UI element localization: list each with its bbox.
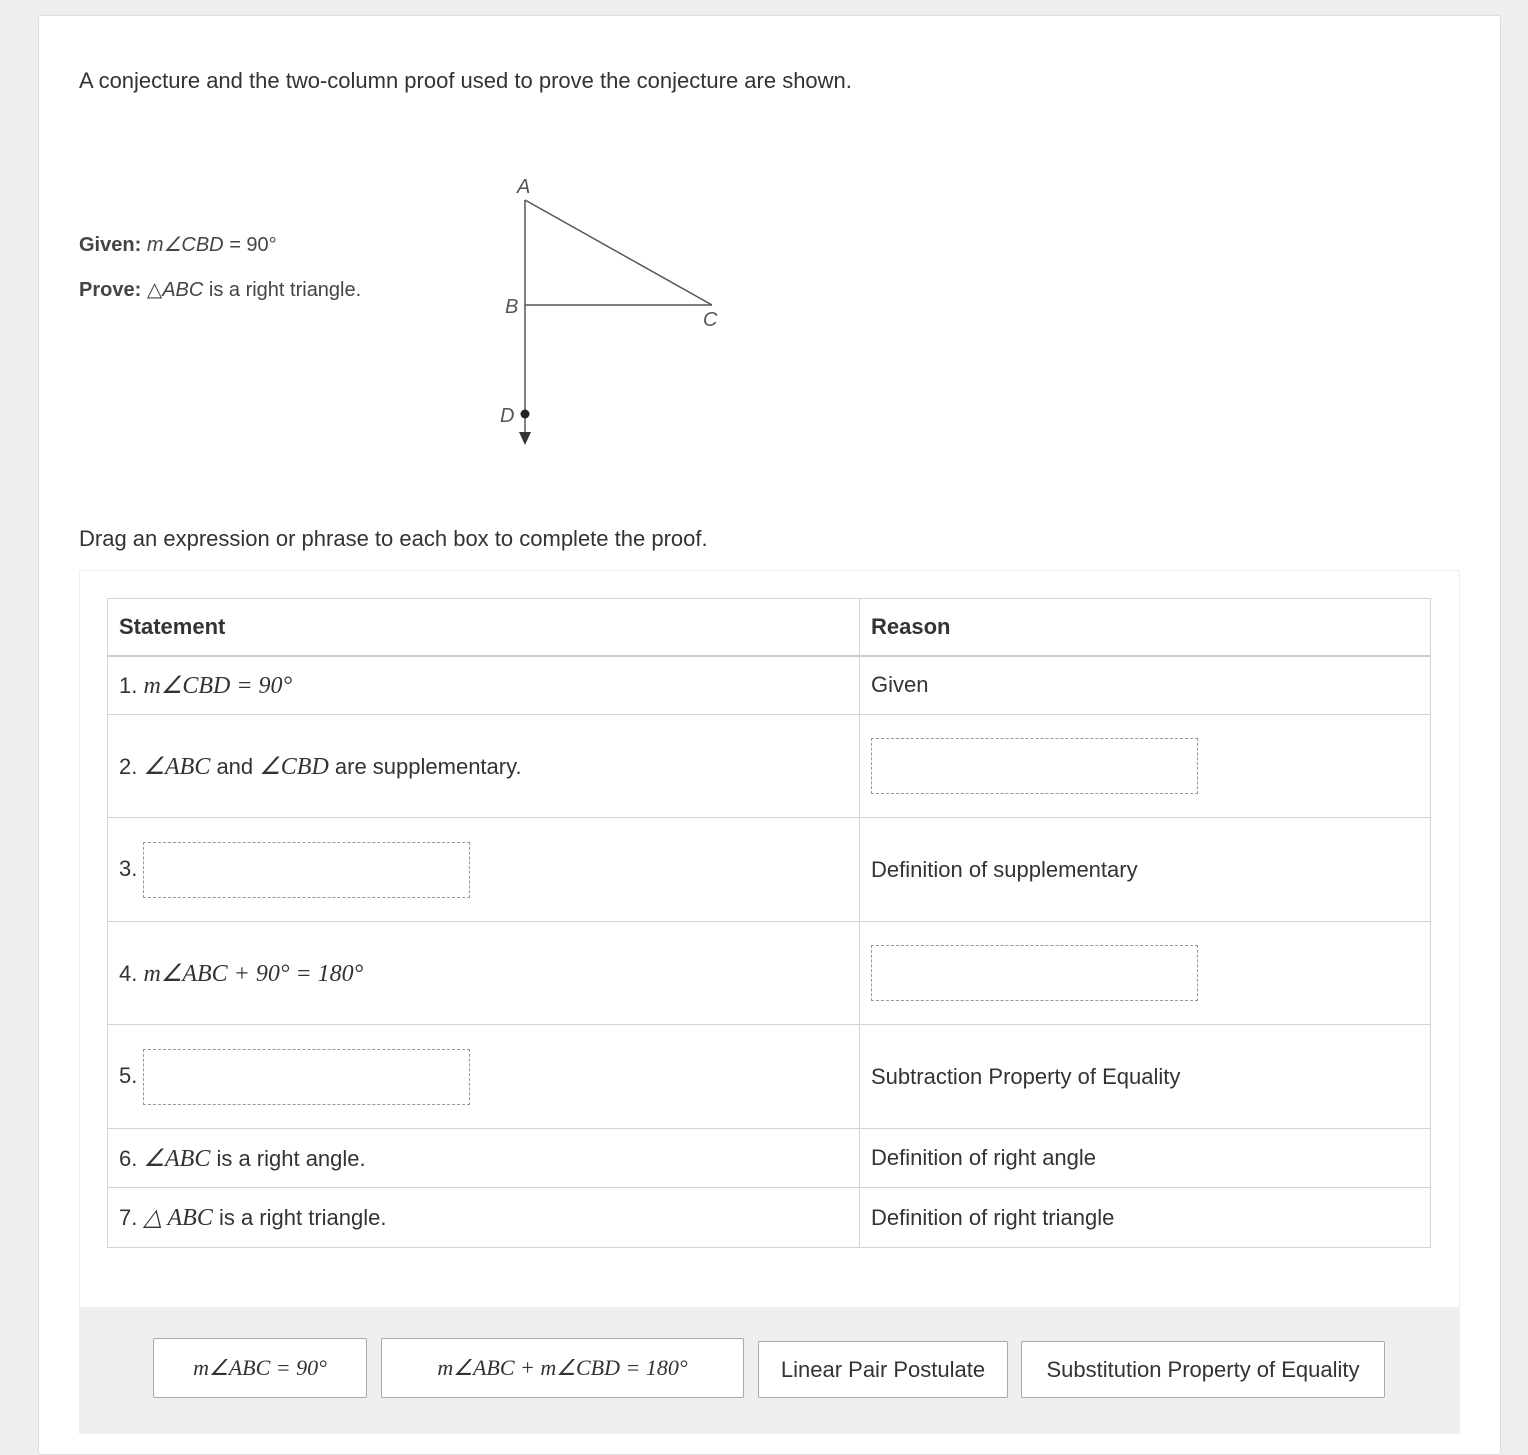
header-statement: Statement [108,599,860,656]
label-b: B [505,296,519,318]
statement-cell [108,922,860,1025]
table-row [108,818,1431,922]
instruction-text: Drag an expression or phrase to each box to complete the proof. [79,526,708,551]
step-number: 4. [119,960,138,986]
prove-rest: is a right triangle. [203,279,362,301]
given-expr: m∠CBD [146,234,224,256]
given-rest: = 90° [223,234,277,256]
reason-drop-zone-2[interactable] [871,738,1198,794]
label-a: A [517,176,531,198]
table-row [108,1025,1431,1129]
reason-cell: Definition of right triangle [860,1188,1431,1248]
statement-text: is a right triangle. [212,1205,387,1230]
statement-math: △ ABC [143,1205,213,1231]
statement-math: m∠ABC + 90° = 180° [143,960,364,987]
point-d [521,410,530,419]
prove-label: Prove: [79,279,142,301]
reason-cell: Given [860,656,1431,715]
option-chip[interactable]: m∠ABC + m∠CBD = 180° [381,1338,744,1398]
reason-cell [860,715,1431,818]
prove-text [79,277,361,302]
step-number: 6. [119,1145,138,1171]
table-row [108,1188,1431,1248]
statement-cell [108,818,860,922]
reason-cell [860,922,1431,1025]
intro-text: A conjecture and the two-column proof used to prove the conjecture are shown. [79,68,852,93]
prove-expr: ABC [162,279,204,301]
reason-cell: Definition of supplementary [860,818,1431,922]
proof-table [107,598,1431,1248]
table-row [108,922,1431,1025]
given-text [79,232,277,257]
label-d: D [500,405,515,427]
statement-cell [108,1025,860,1129]
statement-math: ∠CBD [259,753,329,780]
reason-cell: Subtraction Property of Equality [860,1025,1431,1129]
statement-text: is a right angle. [210,1145,366,1171]
option-chip[interactable]: Linear Pair Postulate [758,1341,1008,1398]
statement-drop-zone-5[interactable] [143,1049,470,1105]
step-number: 1. [119,672,138,698]
reason-drop-zone-4[interactable] [871,945,1198,1001]
option-chip[interactable]: m∠ABC = 90° [153,1338,367,1398]
step-number: 2. [119,753,138,779]
step-number: 3. [119,855,138,881]
statement-text: are supplementary. [328,753,522,779]
step-number: 5. [119,1062,138,1088]
statement-math: ∠ABC [143,753,211,780]
reason-cell: Definition of right angle [860,1129,1431,1188]
statement-cell [108,656,860,715]
table-row [108,1129,1431,1188]
statement-text: and [210,753,260,779]
step-number: 7. [119,1205,138,1230]
statement-math: m∠CBD = 90° [143,672,293,699]
option-chip[interactable]: Substitution Property of Equality [1021,1341,1385,1398]
segment-ac [525,200,712,305]
table-row [108,715,1431,818]
table-header [108,599,1431,656]
given-label: Given: [79,234,142,256]
header-reason: Reason [860,599,1431,656]
statement-math: ∠ABC [143,1145,211,1172]
triangle-symbol: △ [146,279,163,301]
arrow-icon [519,432,531,445]
statement-cell [108,1188,860,1248]
geometry-figure [490,170,730,460]
statement-cell [108,1129,860,1188]
table-row [108,656,1431,715]
label-c: C [703,309,718,331]
statement-drop-zone-3[interactable] [143,842,470,898]
statement-cell [108,715,860,818]
